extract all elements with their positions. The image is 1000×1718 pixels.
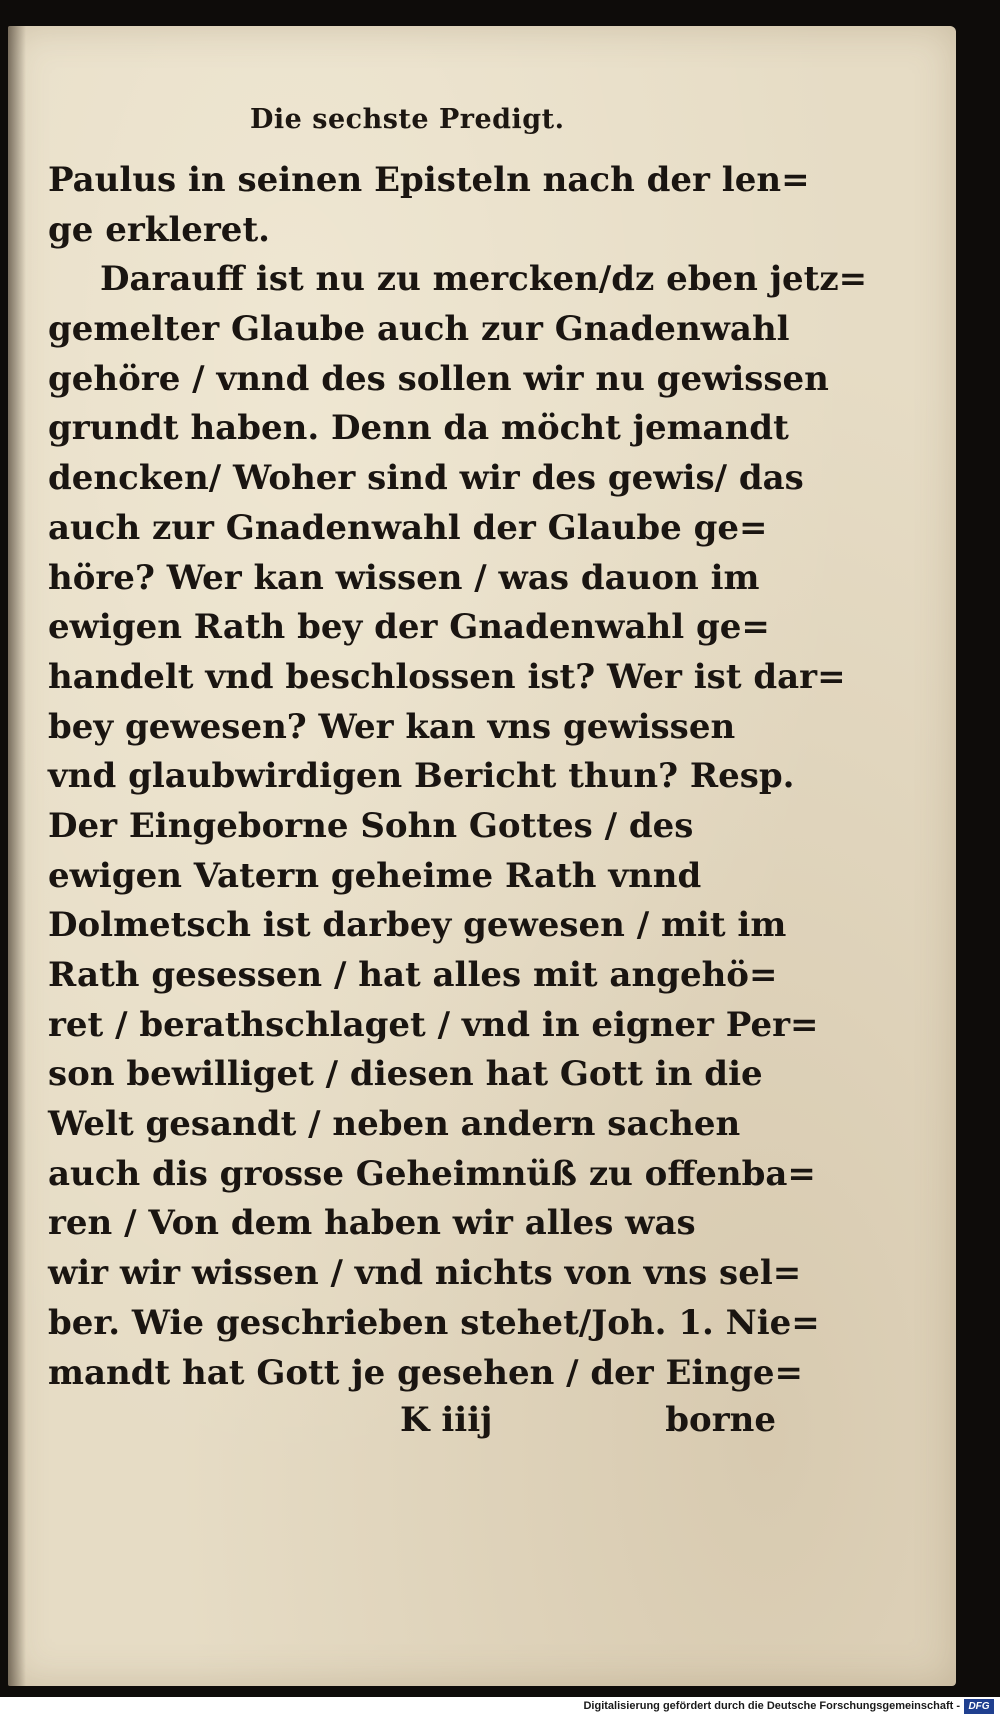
page-body (48, 156, 868, 1398)
text-line: Der Eingeborne Sohn Gottes / des (48, 805, 694, 846)
text-line: vnd glaubwirdigen Bericht thun? Resp. (48, 756, 795, 797)
funding-credit: Digitalisierung gefördert durch die Deutsche Forschungsgemeinschaft - (583, 1700, 960, 1712)
text-line: Paulus in seinen Episteln nach der len= (48, 160, 810, 200)
text-line: ren / Von dem haben wir alles was (48, 1203, 696, 1244)
spine-shadow (8, 26, 26, 1686)
text-line: auch zur Gnadenwahl der Glaube ge= (48, 507, 768, 548)
text-line: ret / berathschlaget / vnd in eigner Per= (48, 1004, 819, 1045)
text-line: Rath gesessen / hat alles mit angehö= (48, 955, 778, 995)
text-line: ber. Wie geschrieben stehet/Joh. 1. Nie= (48, 1302, 820, 1343)
text-line: höre? Wer kan wissen / was dauon im (48, 557, 760, 598)
text-line: Darauff ist nu zu mercken/dz eben jetz= (100, 259, 868, 300)
text-line: ge erkleret. (48, 209, 270, 250)
catchword: borne (665, 1400, 776, 1440)
page-footer (48, 1400, 776, 1450)
text-line: dencken/ Woher sind wir des gewis/ das (48, 458, 804, 499)
dfg-logo-icon: DFG (964, 1699, 994, 1714)
text-line: gehöre / vnnd des sollen wir nu gewissen (48, 358, 829, 399)
text-line: ewigen Rath bey der Gnadenwahl ge= (48, 607, 770, 648)
running-head: Die sechste Predigt. (250, 104, 565, 135)
text-line: auch dis grosse Geheimnüß zu offenba= (48, 1153, 816, 1194)
text-line: wir wir wissen / vnd nichts von vns sel= (48, 1253, 802, 1294)
text-line: handelt vnd beschlossen ist? Wer ist dar= (48, 656, 846, 697)
text-line: grundt haben. Denn da möcht jemandt (48, 408, 789, 449)
text-line: Welt gesandt / neben andern sachen (48, 1104, 741, 1145)
text-line: bey gewesen? Wer kan vns gewissen (48, 706, 736, 747)
text-line: mandt hat Gott je gesehen / der Einge= (48, 1352, 804, 1393)
text-line: Dolmetsch ist darbey gewesen / mit im (48, 905, 787, 946)
text-line: gemelter Glaube auch zur Gnadenwahl (48, 309, 790, 350)
text-line: son bewilliget / diesen hat Gott in die (48, 1054, 763, 1095)
text-line: ewigen Vatern geheime Rath vnnd (48, 855, 702, 896)
signature-mark: K iiij (400, 1400, 493, 1440)
credit-bar (0, 1697, 1000, 1718)
